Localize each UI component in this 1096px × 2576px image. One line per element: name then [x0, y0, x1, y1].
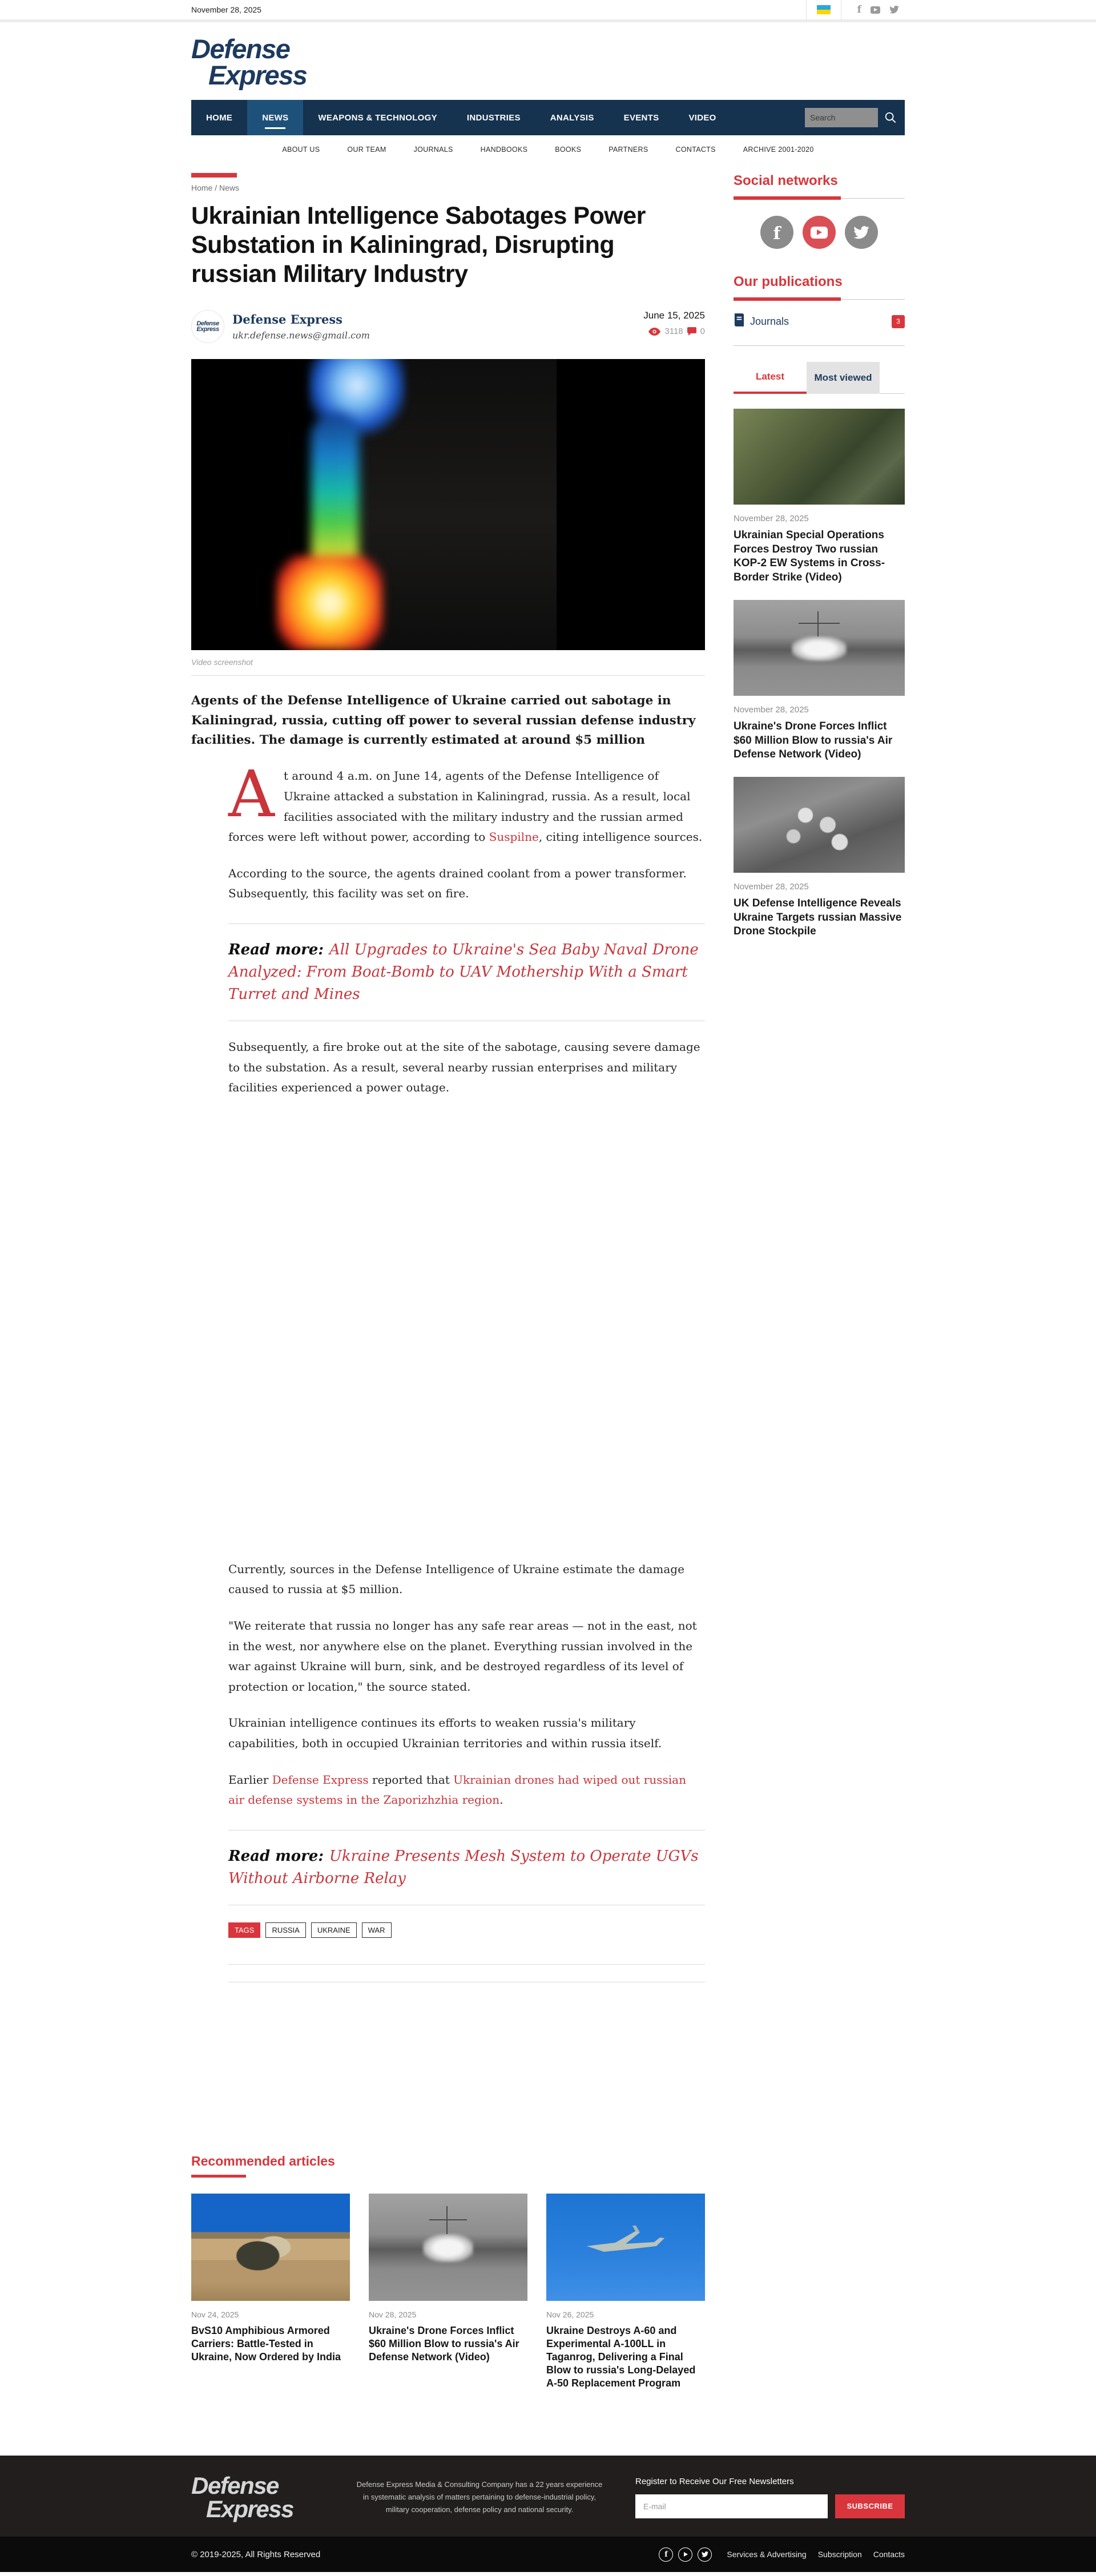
heading-rule	[734, 297, 905, 301]
article-column	[191, 173, 705, 2390]
nav-item-home[interactable]: HOME	[206, 112, 233, 123]
subnav-journals[interactable]: JOURNALS	[413, 146, 453, 154]
recommended-thumbnail[interactable]	[546, 2194, 705, 2301]
nav-item-video[interactable]: VIDEO	[688, 112, 716, 123]
sidebar	[734, 173, 905, 2390]
recommended-date: Nov 28, 2025	[369, 2309, 417, 2319]
sidebar-article-title[interactable]: Ukraine's Drone Forces Inflict $60 Million Blow to russia's Air Defense Network (Video)	[734, 720, 893, 761]
tags-label: TAGS	[228, 1922, 260, 1938]
footer-link-services[interactable]: Services & Advertising	[727, 2550, 807, 2559]
sidebar-article-thumbnail[interactable]	[734, 409, 905, 505]
subnav-partners[interactable]: PARTNERS	[609, 146, 648, 154]
nav-item-weapons-technology[interactable]: WEAPONS & TECHNOLOGY	[318, 112, 437, 123]
breadcrumb: Home / News	[191, 183, 240, 193]
read-more-block	[228, 1830, 705, 1905]
comments-icon	[687, 327, 696, 336]
sidebar-article[interactable]	[734, 409, 905, 585]
divider	[191, 675, 705, 676]
recommended-section	[191, 2154, 705, 2390]
recommended-card[interactable]	[191, 2194, 350, 2390]
newsletter-heading: Register to Receive Our Free Newsletters	[635, 2476, 794, 2486]
ukraine-flag-icon[interactable]	[817, 5, 831, 14]
footer	[0, 2456, 1096, 2537]
comments-count: 0	[700, 326, 705, 337]
paragraph: Currently, sources in the Defense Intelligence of Ukraine estimate the damage caused to russia at $5 million.	[228, 1562, 684, 1597]
youtube-icon[interactable]	[803, 216, 836, 249]
read-more-block	[228, 924, 705, 1021]
sidebar-article-date: November 28, 2025	[734, 514, 809, 524]
recommended-card[interactable]	[369, 2194, 527, 2390]
recommended-title[interactable]: Ukraine's Drone Forces Inflict $60 Million Blow to russia's Air Defense Network (Video)	[369, 2324, 519, 2363]
footer-logo[interactable]: Defense Express	[191, 2472, 293, 2523]
drop-cap: A	[228, 757, 275, 832]
paragraph: "We reiterate that russia no longer has any safe rear areas — not in the east, not in the west, nor anywhere else on the planet. Everything russian involved in the war against Ukraine will burn, sink, and be destroyed regardless of its level of protection or location," the source stated.	[228, 1619, 697, 1694]
site-logo[interactable]: Defense Express	[191, 34, 307, 91]
facebook-icon[interactable]: f	[659, 2547, 673, 2562]
publish-date: June 15, 2025	[643, 310, 705, 321]
subnav-contacts[interactable]: CONTACTS	[675, 146, 716, 154]
twitter-icon[interactable]	[889, 6, 899, 14]
breadcrumb-home[interactable]: Home	[191, 183, 213, 193]
tab-latest[interactable]: Latest	[734, 362, 807, 394]
youtube-icon[interactable]	[678, 2547, 692, 2562]
search-input[interactable]	[805, 108, 878, 127]
accent-bar	[191, 173, 237, 178]
twitter-icon[interactable]	[698, 2547, 712, 2562]
subnav-handbooks[interactable]: HANDBOOKS	[480, 146, 528, 154]
spacer	[191, 1982, 705, 2154]
related-article-link[interactable]: Ukrainian drones had wiped out russian air defense systems in the Zaporizhzhia region	[228, 1772, 686, 1807]
journals-count-badge: 3	[892, 315, 905, 328]
facebook-icon[interactable]: f	[760, 216, 793, 249]
recommended-date: Nov 24, 2025	[191, 2309, 239, 2319]
nav-item-analysis[interactable]: ANALYSIS	[550, 112, 594, 123]
sidebar-article-date: November 28, 2025	[734, 881, 809, 892]
sidebar-article[interactable]	[734, 600, 905, 762]
paragraph: According to the source, the agents drained coolant from a power transformer. Subsequently, this facility was set on fire.	[228, 866, 687, 901]
embed-placeholder	[228, 1098, 705, 1543]
read-more-label: Read more:	[228, 941, 324, 959]
subnav-our-team[interactable]: OUR TEAM	[347, 146, 386, 154]
paragraph: Earlier Defense Express reported that Ukrainian drones had wiped out russian air defense systems in the Zaporizhzhia region.	[228, 1772, 686, 1807]
nav-item-events[interactable]: EVENTS	[623, 112, 659, 123]
sidebar-article-thumbnail[interactable]	[734, 777, 905, 873]
recommended-thumbnail[interactable]	[369, 2194, 527, 2301]
recommended-title[interactable]: Ukraine Destroys A-60 and Experimental A-100LL in Taganrog, Delivering a Final Blow to russia's Long-Delayed A-50 Replacement Program	[546, 2324, 696, 2389]
tag-russia[interactable]: RUSSIA	[265, 1922, 305, 1938]
article-lead: Agents of the Defense Intelligence of Ukraine carried out sabotage in Kaliningrad, russia, cutting off power to several russian defense industry facilities. The damage is currently estimated at around $5 million	[191, 694, 696, 748]
current-date: November 28, 2025	[191, 5, 261, 14]
heading-rule	[734, 196, 905, 200]
read-more-label: Read more:	[228, 1847, 324, 1865]
breadcrumb-news[interactable]: News	[219, 183, 240, 193]
author-avatar[interactable]: Defense Express	[191, 310, 224, 343]
journals-label: Journals	[750, 315, 789, 327]
author-email[interactable]: ukr.defense.news@gmail.com	[232, 330, 370, 341]
subnav-about-us[interactable]: ABOUT US	[282, 146, 320, 154]
recommended-heading: Recommended articles	[191, 2153, 335, 2168]
nav-item-industries[interactable]: INDUSTRIES	[466, 112, 521, 123]
subscribe-button[interactable]: SUBSCRIBE	[835, 2494, 905, 2518]
secondary-nav	[191, 135, 905, 164]
main-nav	[191, 100, 905, 135]
divider	[734, 345, 905, 346]
article-title: Ukrainian Intelligence Sabotages Power Substation in Kaliningrad, Disrupting russian Military Industry	[191, 202, 646, 288]
author-row	[191, 310, 705, 343]
divider	[806, 0, 807, 19]
footer-description: Defense Express Media & Consulting Company has a 22 years experience in systematic analysis of matters pertaining to defense-industrial policy, military cooperation, defense policy and national security.	[356, 2480, 603, 2514]
sidebar-article[interactable]	[734, 777, 905, 939]
subnav-archive[interactable]: ARCHIVE 2001-2020	[743, 146, 814, 154]
views-icon	[648, 328, 660, 336]
topbar	[0, 0, 1096, 22]
recommended-card[interactable]	[546, 2194, 705, 2390]
tags-row	[228, 1922, 705, 1938]
sidebar-article-title[interactable]: UK Defense Intelligence Reveals Ukraine Targets russian Massive Drone Stockpile	[734, 897, 902, 938]
footer-link-contacts[interactable]: Contacts	[873, 2550, 905, 2559]
email-field[interactable]	[635, 2494, 828, 2518]
recommended-date: Nov 26, 2025	[546, 2309, 594, 2319]
search-icon[interactable]	[884, 111, 897, 124]
social-networks-heading: Social networks	[734, 173, 838, 189]
sidebar-article-thumbnail[interactable]	[734, 600, 905, 696]
sidebar-article-title[interactable]: Ukrainian Special Operations Forces Destroy Two russian KOP-2 EW Systems in Cross-Border Strike (Video)	[734, 529, 885, 584]
spacer	[0, 2390, 1096, 2456]
footer-bottom-bar	[0, 2537, 1096, 2572]
journal-icon	[734, 313, 744, 329]
sidebar-tabs	[734, 362, 905, 394]
publications-heading: Our publications	[734, 274, 843, 290]
recommended-title[interactable]: BvS10 Amphibious Armored Carriers: Battle-Tested in Ukraine, Now Ordered by India	[191, 2324, 341, 2363]
paragraph: Ukrainian intelligence continues its efforts to weaken russia's military capabilities, both in occupied Ukrainian territories and within russia itself.	[228, 1716, 662, 1750]
recommended-thumbnail[interactable]	[191, 2194, 350, 2301]
twitter-icon[interactable]	[845, 216, 878, 249]
subnav-books[interactable]: BOOKS	[555, 146, 582, 154]
copyright: © 2019-2025, All Rights Reserved	[191, 2549, 321, 2559]
tag-war[interactable]: WAR	[362, 1922, 392, 1938]
article-image	[191, 359, 705, 650]
site-header	[191, 22, 905, 164]
tab-most-viewed[interactable]: Most viewed	[807, 362, 880, 394]
read-more-link[interactable]: Ukraine Presents Mesh System to Operate UGVs Without Airborne Relay	[228, 1847, 699, 1887]
accent-bar	[191, 2175, 246, 2178]
views-count: 3118	[664, 326, 683, 337]
nav-item-news[interactable]: NEWS	[247, 100, 303, 135]
author-name[interactable]: Defense Express	[232, 312, 343, 327]
image-caption: Video screenshot	[191, 658, 253, 667]
newsletter-block	[635, 2477, 905, 2518]
sidebar-article-date: November 28, 2025	[734, 704, 809, 715]
read-more-link[interactable]: All Upgrades to Ukraine's Sea Baby Naval Drone Analyzed: From Boat-Bomb to UAV Mothership With a Smart Turret and Mines	[228, 941, 699, 1003]
youtube-icon[interactable]	[871, 6, 880, 14]
footer-link-subscription[interactable]: Subscription	[817, 2550, 862, 2559]
tag-ukraine[interactable]: UKRAINE	[311, 1922, 357, 1938]
divider	[228, 1964, 705, 1965]
journals-item[interactable]	[734, 313, 905, 329]
facebook-icon[interactable]: f	[857, 4, 861, 15]
paragraph: Subsequently, a fire broke out at the site of the sabotage, causing severe damage to the substation. As a result, several nearby russian enterprises and military facilities experienced a power outage.	[228, 1040, 700, 1095]
suspilne-link[interactable]: Suspilne	[489, 830, 539, 844]
paragraph: At around 4 a.m. on June 14, agents of the Defense Intelligence of Ukraine attacked a substation in Kaliningrad, russia. As a result, local facilities associated with the military industry and the russian armed forces were left without power, according to Suspilne, citing intelligence sources.	[228, 757, 703, 844]
defense-express-link[interactable]: Defense Express	[272, 1772, 369, 1787]
